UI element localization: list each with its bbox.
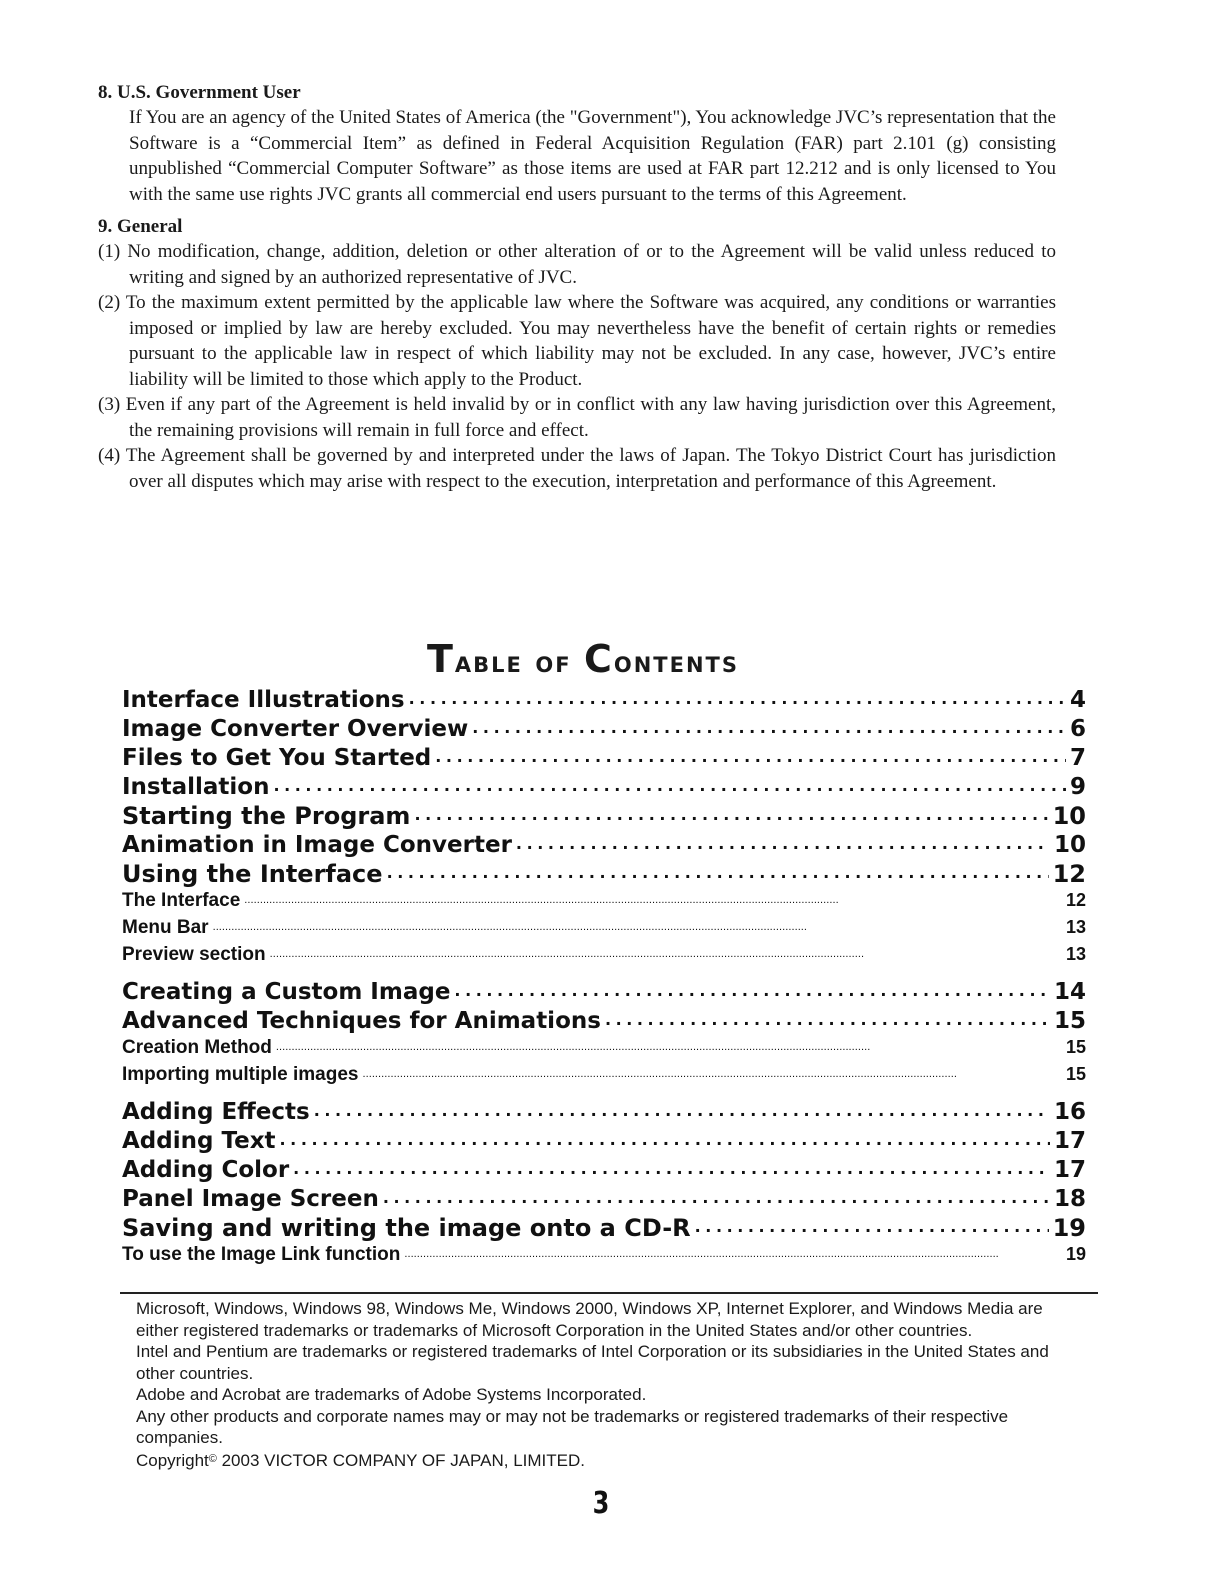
toc-entry-page: 14 — [1053, 979, 1086, 1005]
toc-subentry[interactable] — [122, 887, 1086, 914]
toc-entry-page: 17 — [1053, 1157, 1086, 1183]
toc-entry-label: Menu Bar — [122, 917, 209, 938]
trademark-line: Any other products and corporate names may or may not be trademarks or registered trademarks of their respective companies. — [136, 1406, 1009, 1447]
toc-entry-label: Files to Get You Started — [122, 745, 432, 771]
toc-entry-label: Importing multiple images — [122, 1064, 359, 1085]
toc-subentry[interactable] — [122, 941, 1086, 968]
dot-leader — [276, 1034, 1062, 1053]
toc-entry-label: Starting the Program — [122, 802, 411, 829]
dot-leader — [244, 887, 1062, 906]
footer-divider — [120, 1292, 1098, 1294]
copyright-word: Copyright — [136, 1450, 209, 1470]
toc-entry-page: 10 — [1053, 832, 1086, 858]
toc-entry[interactable] — [122, 684, 1086, 713]
toc-entry-page: 15 — [1065, 1037, 1086, 1057]
toc-entry-page: 13 — [1065, 944, 1086, 964]
table-of-contents — [122, 684, 1086, 1268]
trademark-line: Adobe and Acrobat are trademarks of Adobe Systems Incorporated. — [136, 1385, 647, 1404]
dot-leader — [213, 914, 1062, 933]
copyright-text: 2003 VICTOR COMPANY OF JAPAN, LIMITED. — [216, 1450, 585, 1470]
copyright-symbol: © — [208, 1452, 217, 1465]
dot-leader — [695, 1212, 1049, 1236]
toc-entry[interactable] — [122, 858, 1086, 887]
toc-title-word: able of — [454, 645, 584, 680]
section-9-item: (2) To the maximum extent permitted by the applicable law where the Software was acquired, any conditions or warranties imposed or implied by law are hereby excluded. You may nevertheless have the benefit of certain rights or remedies pursuant to the applicable law in respect of which liability may not be excluded. In any case, however, JVC’s entire liability will be limited to those which apply to the Product. — [98, 292, 1056, 390]
dot-leader — [454, 976, 1050, 999]
trademark-line: Intel and Pentium are trademarks or registered trademarks of Intel Corporation or its subsidiaries in the United States and other countries. — [136, 1342, 1049, 1383]
toc-entry-label: Adding Effects — [122, 1099, 310, 1125]
toc-entry-label: Adding Color — [122, 1157, 290, 1183]
toc-entry[interactable] — [122, 742, 1086, 771]
dot-leader — [362, 1061, 1061, 1080]
toc-entry[interactable] — [122, 1154, 1086, 1183]
section-9-item: (4) The Agreement shall be governed by and interpreted under the laws of Japan. The Tokyo District Court has jurisdiction over all disputes which may arise with respect to the execution, interpretation and performance of this Agreement. — [98, 445, 1056, 492]
dot-leader — [314, 1096, 1050, 1119]
toc-entry-page: 19 — [1052, 1214, 1086, 1241]
toc-title-initial: T — [426, 637, 455, 681]
toc-entry-label: Using the Interface — [122, 860, 383, 887]
toc-subentry[interactable] — [122, 914, 1086, 941]
toc-title-word: ontents — [613, 645, 739, 680]
toc-entry-page: 15 — [1053, 1008, 1086, 1034]
toc-entry[interactable] — [122, 829, 1086, 858]
toc-entry-page: 4 — [1069, 687, 1086, 713]
dot-leader — [605, 1005, 1050, 1028]
toc-entry-label: Interface Illustrations — [122, 687, 405, 713]
toc-entry-page: 19 — [1065, 1244, 1086, 1264]
page-number: 3 — [592, 1486, 610, 1521]
section-8-body: If You are an agency of the United States of America (the "Government"), You acknowledge JVC’s representation that the Software is a “Commercial Item” as defined in Federal Acquisition Regulation (FAR) part 2.101 (g) consisting unpublished “Commercial Computer Software” as those items are used at FAR part 12.212 and is only licensed to You with the same use rights JVC grants all commercial end users pursuant to the terms of this Agreement. — [129, 107, 1056, 205]
toc-entry-page: 7 — [1069, 745, 1086, 771]
license-terms — [98, 80, 1056, 494]
toc-entry-label: Animation in Image Converter — [122, 832, 512, 858]
toc-entry-label: Creating a Custom Image — [122, 979, 451, 1005]
dot-leader — [404, 1241, 1062, 1260]
toc-entry-page: 16 — [1053, 1099, 1086, 1125]
toc-subentry[interactable] — [122, 1241, 1086, 1268]
dot-leader — [435, 742, 1066, 765]
dot-leader — [409, 684, 1066, 707]
trademark-line: Microsoft, Windows, Windows 98, Windows Me, Windows 2000, Windows XP, Internet Explorer, and Windows Media are either registered trademarks or trademarks of Microsoft Corporation in the United States and/or other countries. — [136, 1299, 1043, 1340]
section-9-heading: 9. General — [98, 216, 183, 237]
dot-leader — [383, 1183, 1050, 1206]
toc-entry-label: Saving and writing the image onto a CD-R — [122, 1214, 691, 1241]
section-9-item: (1) No modification, change, addition, deletion or other alteration of or to the Agreement will be valid unless reduced to writing and signed by an authorized representative of JVC. — [98, 241, 1056, 288]
toc-entry-label: Installation — [122, 774, 270, 800]
toc-entry-label: The Interface — [122, 890, 241, 911]
section-9-item: (3) Even if any part of the Agreement is held invalid by or in conflict with any law having jurisdiction over this Agreement, the remaining provisions will remain in full force and effect. — [98, 394, 1056, 441]
toc-entry-page: 6 — [1069, 716, 1086, 742]
dot-leader — [387, 858, 1049, 882]
copyright-line — [136, 1449, 1076, 1472]
toc-entry[interactable] — [122, 976, 1086, 1005]
toc-entry-page: 18 — [1053, 1186, 1086, 1212]
toc-entry-label: Preview section — [122, 944, 266, 965]
toc-title-initial: C — [583, 637, 614, 681]
toc-entry-label: To use the Image Link function — [122, 1244, 401, 1265]
toc-entry-page: 13 — [1065, 917, 1086, 937]
dot-leader — [273, 771, 1066, 794]
section-9-list — [98, 239, 1056, 494]
toc-entry-label: Creation Method — [122, 1037, 272, 1058]
dot-leader — [516, 829, 1050, 852]
toc-entry-label: Panel Image Screen — [122, 1186, 379, 1212]
toc-entry-label: Adding Text — [122, 1128, 276, 1154]
toc-title — [0, 637, 1166, 682]
toc-entry[interactable] — [122, 1096, 1086, 1125]
toc-entry-page: 12 — [1052, 860, 1086, 887]
toc-entry[interactable] — [122, 1005, 1086, 1034]
toc-entry[interactable] — [122, 1183, 1086, 1212]
toc-entry-label: Image Converter Overview — [122, 716, 469, 742]
toc-entry-page: 12 — [1065, 890, 1086, 910]
toc-entry-label: Advanced Techniques for Animations — [122, 1008, 601, 1034]
toc-entry-page: 9 — [1069, 774, 1086, 800]
toc-entry[interactable] — [122, 1125, 1086, 1154]
dot-leader — [280, 1125, 1050, 1148]
section-8-heading: 8. U.S. Government User — [98, 82, 301, 103]
toc-entry[interactable] — [122, 713, 1086, 742]
trademark-notice — [136, 1298, 1076, 1471]
toc-entry-page: 17 — [1053, 1128, 1086, 1154]
dot-leader — [270, 941, 1062, 960]
toc-entry[interactable] — [122, 771, 1086, 800]
toc-entry[interactable] — [122, 1212, 1086, 1241]
dot-leader — [293, 1154, 1050, 1177]
toc-entry-page: 15 — [1065, 1064, 1086, 1084]
toc-entry-page: 10 — [1052, 802, 1086, 829]
dot-leader — [472, 713, 1066, 736]
toc-subentry[interactable] — [122, 1034, 1086, 1061]
toc-entry[interactable] — [122, 800, 1086, 829]
dot-leader — [414, 800, 1048, 824]
toc-subentry[interactable] — [122, 1061, 1086, 1088]
